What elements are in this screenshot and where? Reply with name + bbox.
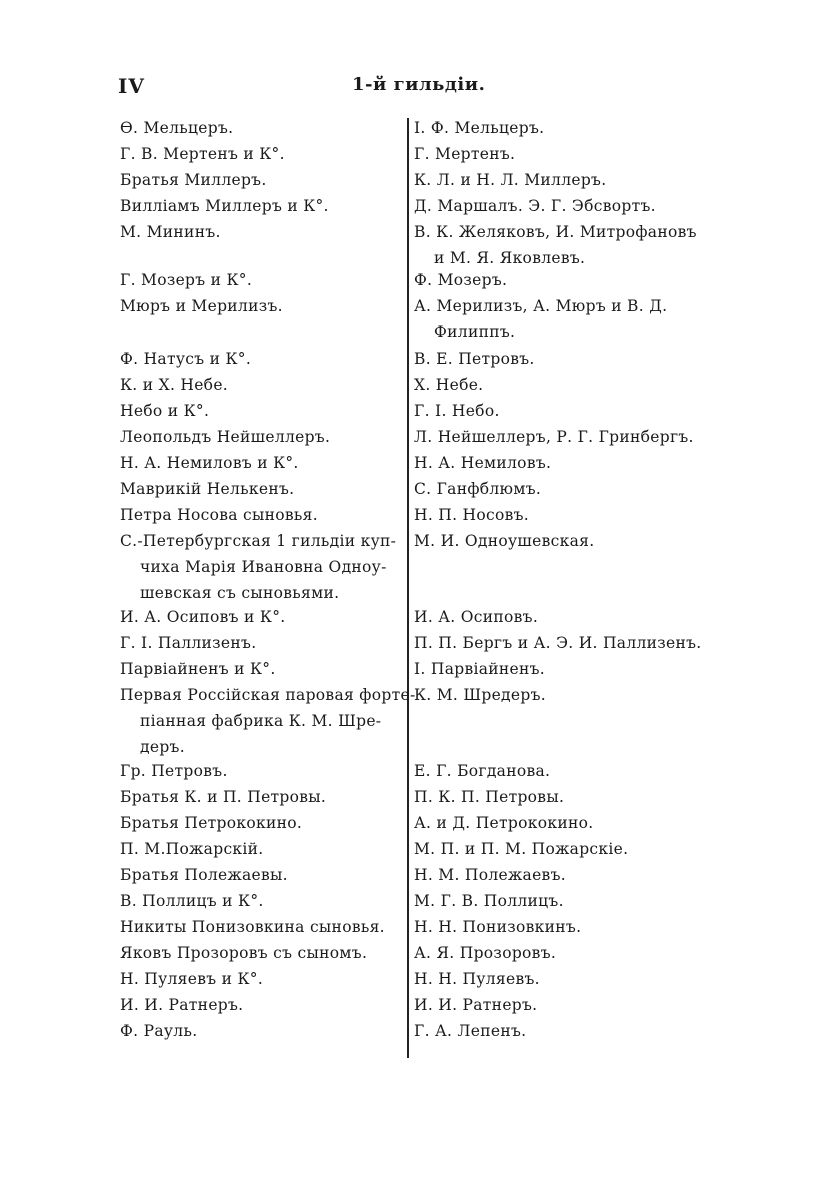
right-entry: А. Мерилизъ, А. Мюръ и В. Д. bbox=[414, 297, 668, 315]
left-entry: Леопольдъ Нейшеллеръ. bbox=[120, 428, 331, 446]
right-entry: І. Ф. Мельцеръ. bbox=[414, 119, 545, 137]
right-entry-continuation: и М. Я. Яковлевъ. bbox=[434, 249, 586, 267]
left-entry-continuation: деръ. bbox=[140, 738, 185, 756]
right-entry: И. А. Осиповъ. bbox=[414, 608, 539, 626]
left-entry: Маврикій Нелькенъ. bbox=[120, 480, 295, 498]
right-entry: Х. Небе. bbox=[414, 376, 484, 394]
left-entry: Братья Полежаевы. bbox=[120, 866, 288, 884]
right-entry: Е. Г. Богданова. bbox=[414, 762, 551, 780]
left-entry: Г. Мозеръ и К°. bbox=[120, 271, 253, 289]
left-entry: Первая Россійская паровая форте- bbox=[120, 686, 416, 704]
right-entry: Д. Маршалъ. Э. Г. Эбсвортъ. bbox=[414, 197, 656, 215]
column-divider bbox=[407, 118, 409, 1058]
right-entry: Г. І. Небо. bbox=[414, 402, 500, 420]
left-entry: С.-Петербургская 1 гильдіи куп- bbox=[120, 532, 397, 550]
left-entry: Петра Носова сыновья. bbox=[120, 506, 318, 524]
right-entry: І. Парвіайненъ. bbox=[414, 660, 546, 678]
left-entry: Мюръ и Мерилизъ. bbox=[120, 297, 283, 315]
page-number: IV bbox=[118, 74, 145, 98]
right-entry: Г. А. Лепенъ. bbox=[414, 1022, 527, 1040]
left-entry: И. И. Ратнеръ. bbox=[120, 996, 244, 1014]
left-entry-continuation: піанная фабрика К. М. Шре- bbox=[140, 712, 382, 730]
right-entry-continuation: Филиппъ. bbox=[434, 323, 516, 341]
left-entry: Братья Петрококино. bbox=[120, 814, 303, 832]
left-entry: Братья К. и П. Петровы. bbox=[120, 788, 327, 806]
right-entry: Ф. Мозеръ. bbox=[414, 271, 508, 289]
left-entry: Братья Миллеръ. bbox=[120, 171, 267, 189]
left-entry: Никиты Понизовкина сыновья. bbox=[120, 918, 385, 936]
right-entry: Н. А. Немиловъ. bbox=[414, 454, 552, 472]
left-entry: Вилліамъ Миллеръ и К°. bbox=[120, 197, 329, 215]
right-entry: М. И. Одноушевская. bbox=[414, 532, 595, 550]
left-entry: Яковъ Прозоровъ съ сыномъ. bbox=[120, 944, 368, 962]
right-entry: П. П. Бергъ и А. Э. И. Паллизенъ. bbox=[414, 634, 702, 652]
right-entry: Н. Н. Понизовкинъ. bbox=[414, 918, 582, 936]
right-entry: Н. П. Носовъ. bbox=[414, 506, 530, 524]
right-entry: В. К. Желяковъ, И. Митрофановъ bbox=[414, 223, 697, 241]
right-entry: А. и Д. Петрококино. bbox=[414, 814, 594, 832]
left-entry: П. М.Пожарскій. bbox=[120, 840, 264, 858]
left-entry-continuation: чиха Марія Ивановна Одноу- bbox=[140, 558, 387, 576]
right-entry: М. Г. В. Поллицъ. bbox=[414, 892, 564, 910]
left-entry: В. Поллицъ и К°. bbox=[120, 892, 264, 910]
right-entry: И. И. Ратнеръ. bbox=[414, 996, 538, 1014]
right-entry: Л. Нейшеллеръ, Р. Г. Гринбергъ. bbox=[414, 428, 694, 446]
left-entry: Ф. Рауль. bbox=[120, 1022, 198, 1040]
left-entry: Ф. Натусъ и К°. bbox=[120, 350, 252, 368]
left-entry: Г. І. Паллизенъ. bbox=[120, 634, 257, 652]
right-entry: Г. Мертенъ. bbox=[414, 145, 516, 163]
left-entry: Ѳ. Мельцеръ. bbox=[120, 119, 234, 137]
left-entry: Небо и К°. bbox=[120, 402, 210, 420]
right-entry: С. Ганфблюмъ. bbox=[414, 480, 542, 498]
right-entry: Н. Н. Пуляевъ. bbox=[414, 970, 540, 988]
left-entry: Н. Пуляевъ и К°. bbox=[120, 970, 264, 988]
left-entry: И. А. Осиповъ и К°. bbox=[120, 608, 286, 626]
left-entry: Н. А. Немиловъ и К°. bbox=[120, 454, 299, 472]
right-entry: П. К. П. Петровы. bbox=[414, 788, 565, 806]
right-entry: К. М. Шредеръ. bbox=[414, 686, 546, 704]
left-entry: Парвіайненъ и К°. bbox=[120, 660, 276, 678]
right-entry: Н. М. Полежаевъ. bbox=[414, 866, 566, 884]
left-entry: Гр. Петровъ. bbox=[120, 762, 228, 780]
right-entry: В. Е. Петровъ. bbox=[414, 350, 535, 368]
left-entry: К. и Х. Небе. bbox=[120, 376, 229, 394]
left-entry: М. Мининъ. bbox=[120, 223, 221, 241]
right-entry: А. Я. Прозоровъ. bbox=[414, 944, 557, 962]
right-entry: М. П. и П. М. Пожарскіе. bbox=[414, 840, 629, 858]
left-entry-continuation: шевская съ сыновьями. bbox=[140, 584, 340, 602]
running-head: 1-й гильдіи. bbox=[352, 74, 486, 95]
left-entry: Г. В. Мертенъ и К°. bbox=[120, 145, 285, 163]
right-entry: К. Л. и Н. Л. Миллеръ. bbox=[414, 171, 607, 189]
